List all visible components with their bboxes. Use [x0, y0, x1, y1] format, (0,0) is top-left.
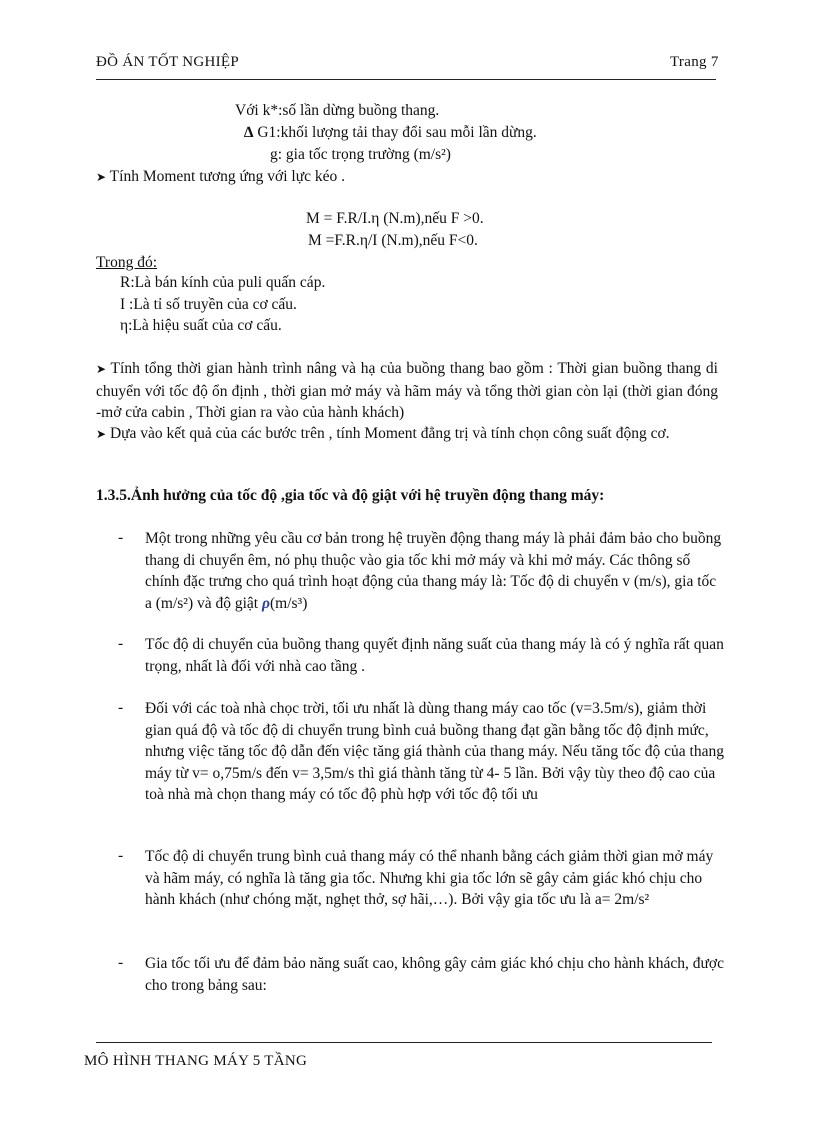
footer-rule: [96, 1042, 712, 1043]
page-number: Trang 7: [670, 54, 719, 70]
dash-bullet: -: [118, 954, 124, 971]
formula-negative: M =F.R.η/I (N.m),nếu F<0.: [308, 232, 478, 249]
step-total-time: ➤ Tính tổng thời gian hành trình nâng và hạ của buồng thang bao gồm : Thời gian buồng thang di chuyển với tốc độ ổn định , thời gian mở máy và hãm máy và tổng thời gian còn lại (thời gian đóng -mở cửa cabin , Thời gian ra vào của hành khách): [96, 360, 718, 421]
header-rule: [96, 79, 716, 80]
where-eta: η:Là hiệu suất của cơ cấu.: [120, 317, 282, 334]
def-g1: ∆ G1:khối lượng tải thay đổi sau mỗi lần dừng.: [244, 124, 537, 141]
arrow-bullet-icon: ➤: [96, 362, 107, 376]
where-i: I :Là tỉ số truyền của cơ cấu.: [120, 296, 297, 313]
bullet-item: Tốc độ di chuyển trung bình cuả thang máy có thể nhanh bằng cách giảm thời gian mở máy và hãm máy, có nghĩa là tăng gia tốc. Nhưng khi gia tốc lớn sẽ gây cảm giác khó chịu cho hành khách (như chóng mặt, nghẹt thở, sợ hãi,…). Bởi vậy gia tốc ưu là a= 2m/s²: [145, 848, 714, 908]
step-equivalent-moment: ➤ Dựa vào kết quả của các bước trên , tính Moment đẳng trị và tính chọn công suất động cơ.: [96, 425, 670, 442]
dash-bullet: -: [118, 699, 124, 716]
dash-bullet: -: [118, 529, 124, 546]
where-r: R:Là bán kính của puli quấn cáp.: [120, 274, 326, 291]
header-title: ĐỒ ÁN TỐT NGHIỆP: [96, 54, 239, 70]
def-g: g: gia tốc trọng trường (m/s²): [270, 146, 451, 163]
rho-symbol: ρ: [262, 594, 270, 612]
dash-bullet: -: [118, 635, 124, 652]
where-heading: Trong đó:: [96, 254, 158, 271]
def-k: Với k*:số lần dừng buồng thang.: [235, 102, 440, 119]
footer-title: MÔ HÌNH THANG MÁY 5 TẦNG: [84, 1053, 308, 1069]
dash-bullet: -: [118, 847, 124, 864]
bullet-item: Một trong những yêu cầu cơ bản trong hệ truyền động thang máy là phải đảm bảo cho buồng thang di chuyển êm, nó phụ thuộc vào gia tốc khi mở máy và khi mở máy. Các thông số chính đặc trưng cho quá trình hoạt động của thang máy là: Tốc độ di chuyển v (m/s), gia tốc a (m/s²) và độ giật ρ(m/s³): [145, 530, 722, 612]
arrow-bullet-icon: ➤: [96, 170, 107, 184]
section-title: 1.3.5.Ảnh hưởng của tốc độ ,gia tốc và độ giật với hệ truyền động thang máy:: [96, 487, 605, 504]
bullet-item: Gia tốc tối ưu để đảm bảo năng suất cao, không gây cảm giác khó chịu cho hành khách, được cho trong bảng sau:: [145, 955, 724, 994]
bullet-item: Đối với các toà nhà chọc trời, tối ưu nhất là dùng thang máy cao tốc (v=3.5m/s), giảm thời gian quá độ và tốc độ di chuyển trung bình cuả buồng thang đạt gần bằng tốc độ định mức, nhưng việc tăng tốc độ dẫn đến việc tăng giá thành của thang máy. Nếu tăng tốc độ của thang máy từ v= o,75m/s đến v= 3,5m/s thì giá thành tăng từ 4- 5 lần. Bởi vậy tùy theo độ cao của toà nhà mà chọn thang máy có tốc độ phù hợp với tốc độ tối ưu: [145, 700, 724, 803]
bullet-item: Tốc độ di chuyển của buồng thang quyết định năng suất của thang máy là có ý nghĩa rất quan trọng, nhất là đối với nhà cao tầng .: [145, 636, 724, 675]
arrow-bullet-icon: ➤: [96, 427, 107, 441]
step-moment: ➤ Tính Moment tương ứng với lực kéo .: [96, 168, 345, 185]
formula-positive: M = F.R/I.η (N.m),nếu F >0.: [306, 210, 484, 227]
delta-symbol: ∆: [244, 124, 254, 141]
